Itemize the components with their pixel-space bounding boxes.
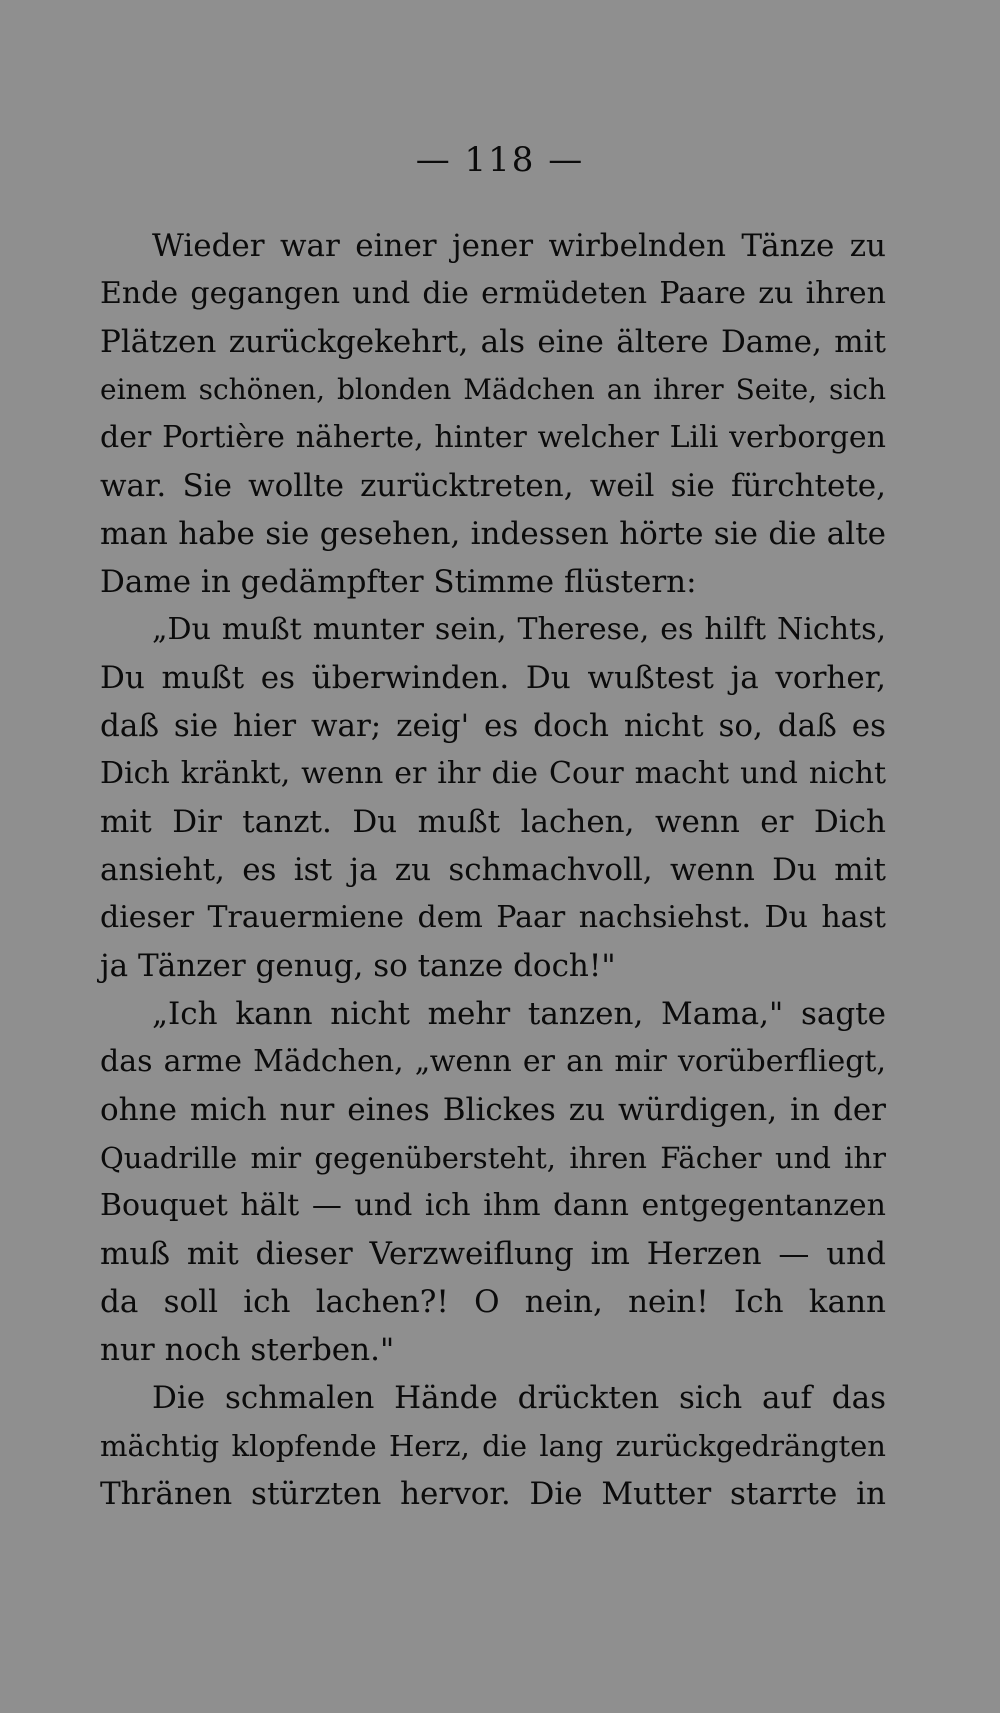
text-line: Quadrille mir gegenübersteht, ihren Fächer und ihr — [100, 1141, 886, 1175]
text-line: Thränen stürzten hervor. Die Mutter starrte in — [100, 1476, 886, 1512]
text-line: mächtig klopfende Herz, die lang zurückgedrängten — [100, 1429, 886, 1463]
text-line: „Du mußt munter sein, Therese, es hilft Nichts, — [152, 612, 886, 647]
text-line: einem schönen, blonden Mädchen an ihrer Seite, sich — [100, 373, 886, 406]
text-line: Du mußt es überwinden. Du wußtest ja vorher, — [100, 660, 886, 696]
text-line: war. Sie wollte zurücktreten, weil sie fürchtete, — [100, 468, 886, 504]
text-line: ja Tänzer genug, so tanze doch!" — [100, 948, 616, 984]
text-line: Wieder war einer jener wirbelnden Tänze zu — [152, 228, 886, 264]
page-number: — 118 — — [415, 140, 585, 180]
body-text — [100, 222, 886, 1518]
text-line: da soll ich lachen?! O nein, nein! Ich kann — [100, 1284, 886, 1320]
text-line: „Ich kann nicht mehr tanzen, Mama," sagte — [152, 996, 886, 1032]
text-line: nur noch sterben." — [100, 1332, 395, 1368]
text-line: Dich kränkt, wenn er ihr die Cour macht und nicht — [100, 756, 886, 791]
text-line: man habe sie gesehen, indessen hörte sie die alte — [100, 516, 886, 552]
text-line: Ende gegangen und die ermüdeten Paare zu ihren — [100, 276, 886, 311]
text-line: das arme Mädchen, „wenn er an mir vorüberfliegt, — [100, 1044, 886, 1079]
text-line: Dame in gedämpfter Stimme flüstern: — [100, 564, 697, 600]
text-line: ohne mich nur eines Blickes zu würdigen, in der — [100, 1092, 886, 1128]
text-line: Bouquet hält — und ich ihm dann entgegentanzen — [100, 1188, 886, 1223]
text-line: daß sie hier war; zeig' es doch nicht so, daß es — [100, 708, 886, 744]
text-line: dieser Trauermiene dem Paar nachsiehst. Du hast — [100, 900, 886, 935]
text-line: Die schmalen Hände drückten sich auf das — [152, 1380, 886, 1416]
text-line: muß mit dieser Verzweiflung im Herzen — und — [100, 1236, 886, 1272]
text-line: der Portière näherte, hinter welcher Lili verborgen — [100, 420, 886, 455]
text-line: mit Dir tanzt. Du mußt lachen, wenn er Dich — [100, 804, 886, 840]
text-line: ansieht, es ist ja zu schmachvoll, wenn Du mit — [100, 852, 886, 888]
text-line: Plätzen zurückgekehrt, als eine ältere Dame, mit — [100, 324, 886, 360]
